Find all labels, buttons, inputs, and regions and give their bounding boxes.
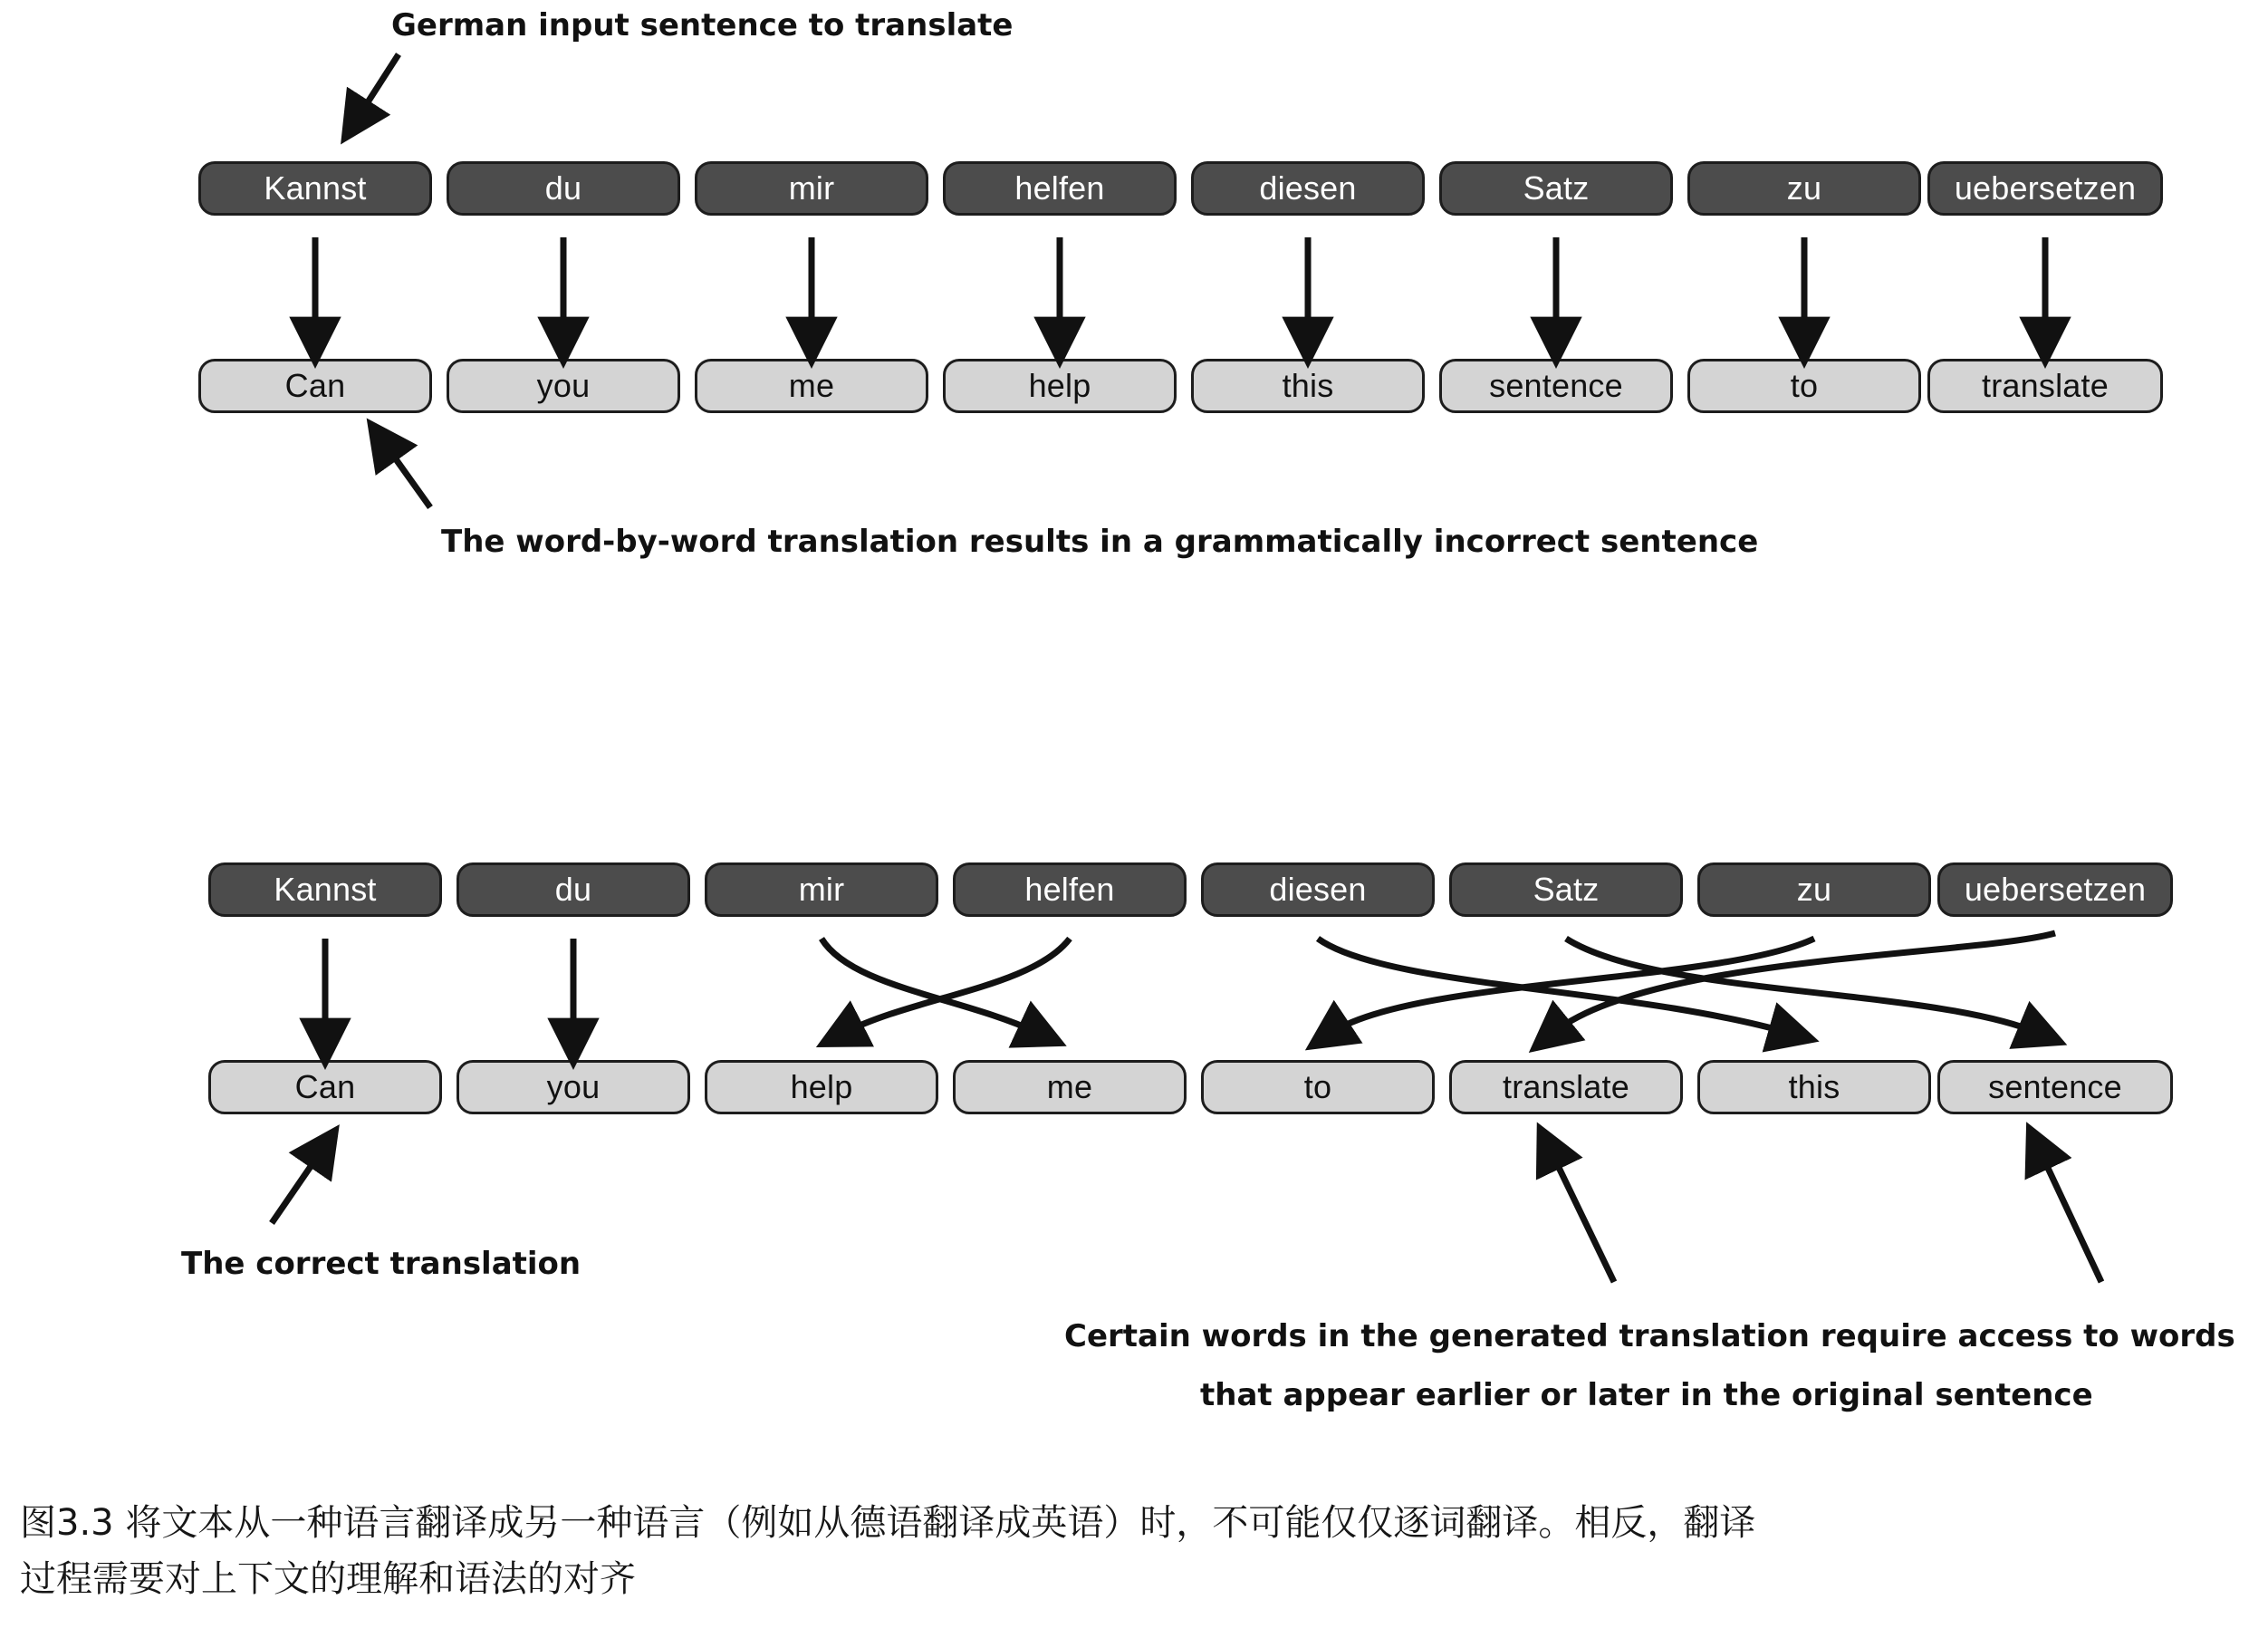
panel1-target-token: you (447, 359, 680, 413)
panel2-source-token: zu (1697, 862, 1931, 917)
panel2-target-token: to (1201, 1060, 1435, 1114)
annotation-context-line2: that appear earlier or later in the original sentence (1200, 1377, 2093, 1413)
panel2-source-token: du (456, 862, 690, 917)
panel1-target-token: help (943, 359, 1177, 413)
panel2-target-token: help (705, 1060, 938, 1114)
annotation-word-by-word: The word-by-word translation results in a grammatically incorrect sentence (441, 524, 1759, 560)
panel1-target-token: translate (1927, 359, 2163, 413)
panel2-crossing-curves (822, 933, 2055, 1033)
annotation-correct-translation: The correct translation (181, 1246, 581, 1282)
panel1-target-token: this (1191, 359, 1425, 413)
panel2-target-token: this (1697, 1060, 1931, 1114)
panel2-source-token: diesen (1201, 862, 1435, 917)
caption-line-1: 图3.3 将文本从一种语言翻译成另一种语言（例如从德语翻译成英语）时，不可能仅仅逐词翻译。相反，翻译 (20, 1502, 1756, 1544)
panel2-target-token: me (953, 1060, 1187, 1114)
annotation-arrow-word-by-word (385, 444, 430, 507)
panel1-source-token: helfen (943, 161, 1177, 216)
panel2-target-token: sentence (1937, 1060, 2173, 1114)
panel2-down-arrows (325, 939, 573, 1038)
annotation-arrow-context-1 (1551, 1151, 1614, 1282)
annotation-arrow-context-2 (2040, 1151, 2101, 1282)
annotation-arrow-correct-translation (272, 1151, 322, 1223)
panel1-target-token: sentence (1439, 359, 1673, 413)
annotation-context-line1: Certain words in the generated translation require access to words (1064, 1318, 2235, 1354)
panel2-target-token: you (456, 1060, 690, 1114)
panel1-target-token: Can (198, 359, 432, 413)
panel1-target-token: me (695, 359, 928, 413)
annotation-german-input: German input sentence to translate (391, 7, 1014, 43)
panel2-source-token: mir (705, 862, 938, 917)
panel1-source-token: du (447, 161, 680, 216)
caption-line-2: 过程需要对上下文的理解和语法的对齐 (20, 1558, 636, 1600)
panel2-source-token: Kannst (208, 862, 442, 917)
panel2-target-token: Can (208, 1060, 442, 1114)
panel2-source-token: uebersetzen (1937, 862, 2173, 917)
panel2-source-token: helfen (953, 862, 1187, 917)
annotation-arrow-german-input (358, 54, 399, 118)
figure-caption (20, 1495, 2248, 1607)
panel1-source-token: diesen (1191, 161, 1425, 216)
panel1-down-arrows (315, 237, 2045, 337)
panel1-source-token: mir (695, 161, 928, 216)
panel1-source-token: Kannst (198, 161, 432, 216)
panel1-target-token: to (1687, 359, 1921, 413)
panel1-source-token: Satz (1439, 161, 1673, 216)
panel1-source-token: zu (1687, 161, 1921, 216)
panel1-source-token: uebersetzen (1927, 161, 2163, 216)
panel2-target-token: translate (1449, 1060, 1683, 1114)
panel2-source-token: Satz (1449, 862, 1683, 917)
